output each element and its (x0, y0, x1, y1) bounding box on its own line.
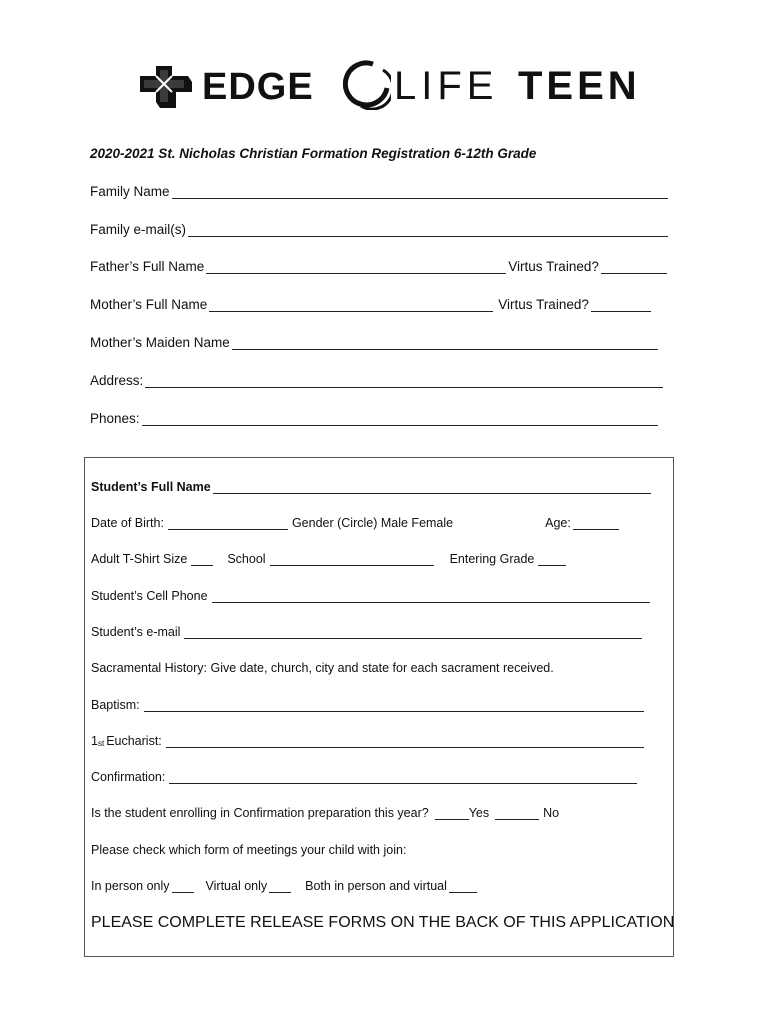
student-email-field[interactable] (184, 625, 642, 639)
father-name-field[interactable] (206, 259, 506, 274)
sacramental-row (91, 661, 554, 675)
father-virtus-field[interactable] (601, 259, 667, 274)
enroll-yes-label: Yes (468, 806, 490, 820)
edge-wordmark: EDGE (202, 66, 314, 108)
enroll-question: Is the student enrolling in Confirmation preparation this year? (91, 806, 429, 820)
dob-label: Date of Birth: (91, 516, 164, 530)
mother-name-field[interactable] (209, 297, 493, 312)
shirt-school-row (91, 552, 566, 566)
eucharist-label: Eucharist: (106, 734, 162, 748)
student-email-label: Student’s e-mail (91, 625, 181, 639)
phones-row (90, 411, 658, 426)
form-title: 2020-2021 St. Nicholas Christian Formation Registration 6-12th Grade (90, 146, 537, 161)
baptism-row (91, 698, 644, 712)
enroll-row (91, 806, 559, 820)
family-email-field[interactable] (188, 222, 668, 237)
enroll-no-field[interactable] (495, 806, 539, 820)
school-field[interactable] (270, 552, 434, 566)
confirmation-label: Confirmation: (91, 770, 166, 784)
school-label: School (227, 552, 266, 566)
family-email-label: Family e-mail(s) (90, 222, 186, 237)
confirmation-field[interactable] (169, 770, 637, 784)
meetings-question: Please check which form of meetings your child with join: (91, 843, 407, 857)
age-field[interactable] (573, 516, 619, 530)
age-label: Age: (545, 516, 571, 530)
eucharist-ordinal: st (97, 739, 105, 748)
virtual-field[interactable] (269, 879, 291, 893)
phones-label: Phones: (90, 411, 140, 426)
dob-row (91, 516, 619, 530)
eucharist-field[interactable] (166, 734, 644, 748)
tshirt-label: Adult T-Shirt Size (91, 552, 188, 566)
address-label: Address: (90, 373, 144, 388)
enroll-no-label: No (543, 806, 560, 820)
student-cell-row (91, 589, 650, 603)
mother-virtus-label: Virtus Trained? (498, 297, 589, 312)
family-name-row (90, 184, 668, 199)
dob-field[interactable] (168, 516, 288, 530)
father-row (90, 259, 667, 274)
grade-field[interactable] (538, 552, 566, 566)
mother-maiden-row (90, 335, 658, 350)
grade-label: Entering Grade (449, 552, 535, 566)
meeting-options-row (91, 879, 477, 893)
eucharist-number: 1 (91, 734, 98, 748)
mother-virtus-field[interactable] (591, 297, 651, 312)
life-teen-ring-icon (343, 60, 391, 110)
student-cell-field[interactable] (212, 589, 650, 603)
release-forms-notice: PLEASE COMPLETE RELEASE FORMS ON THE BACK OF THIS APPLICATION (91, 914, 675, 931)
eucharist-row (91, 734, 644, 748)
in-person-field[interactable] (172, 879, 194, 893)
family-name-label: Family Name (90, 184, 170, 199)
mother-row (90, 297, 651, 312)
teen-wordmark: TEEN (518, 64, 641, 108)
address-field[interactable] (145, 373, 663, 388)
student-cell-label: Student’s Cell Phone (91, 589, 208, 603)
edge-cross-logo-icon (138, 64, 194, 110)
mother-name-label: Mother’s Full Name (90, 297, 208, 312)
mother-maiden-label: Mother’s Maiden Name (90, 335, 230, 350)
both-label: Both in person and virtual (305, 879, 447, 893)
sacramental-text: Sacramental History: Give date, church, city and state for each sacrament received. (91, 661, 554, 675)
address-row (90, 373, 663, 388)
mother-maiden-field[interactable] (232, 335, 658, 350)
father-virtus-label: Virtus Trained? (508, 259, 599, 274)
both-field[interactable] (449, 879, 477, 893)
gender-label: Gender (Circle) Male Female (291, 516, 454, 530)
life-wordmark: LIFE (394, 64, 499, 108)
enroll-yes-field[interactable] (435, 806, 469, 820)
family-email-row (90, 222, 668, 237)
virtual-label: Virtual only (205, 879, 268, 893)
meetings-row (91, 843, 406, 857)
in-person-label: In person only (91, 879, 170, 893)
student-name-row (91, 480, 651, 494)
baptism-label: Baptism: (91, 698, 140, 712)
family-name-field[interactable] (172, 184, 668, 199)
student-name-field[interactable] (213, 480, 651, 494)
phones-field[interactable] (142, 411, 658, 426)
student-email-row (91, 625, 642, 639)
student-section (84, 457, 674, 957)
father-name-label: Father’s Full Name (90, 259, 205, 274)
student-name-label: Student’s Full Name (91, 480, 211, 494)
logo-band (138, 58, 641, 114)
confirmation-row (91, 770, 637, 784)
tshirt-field[interactable] (191, 552, 213, 566)
baptism-field[interactable] (144, 698, 644, 712)
